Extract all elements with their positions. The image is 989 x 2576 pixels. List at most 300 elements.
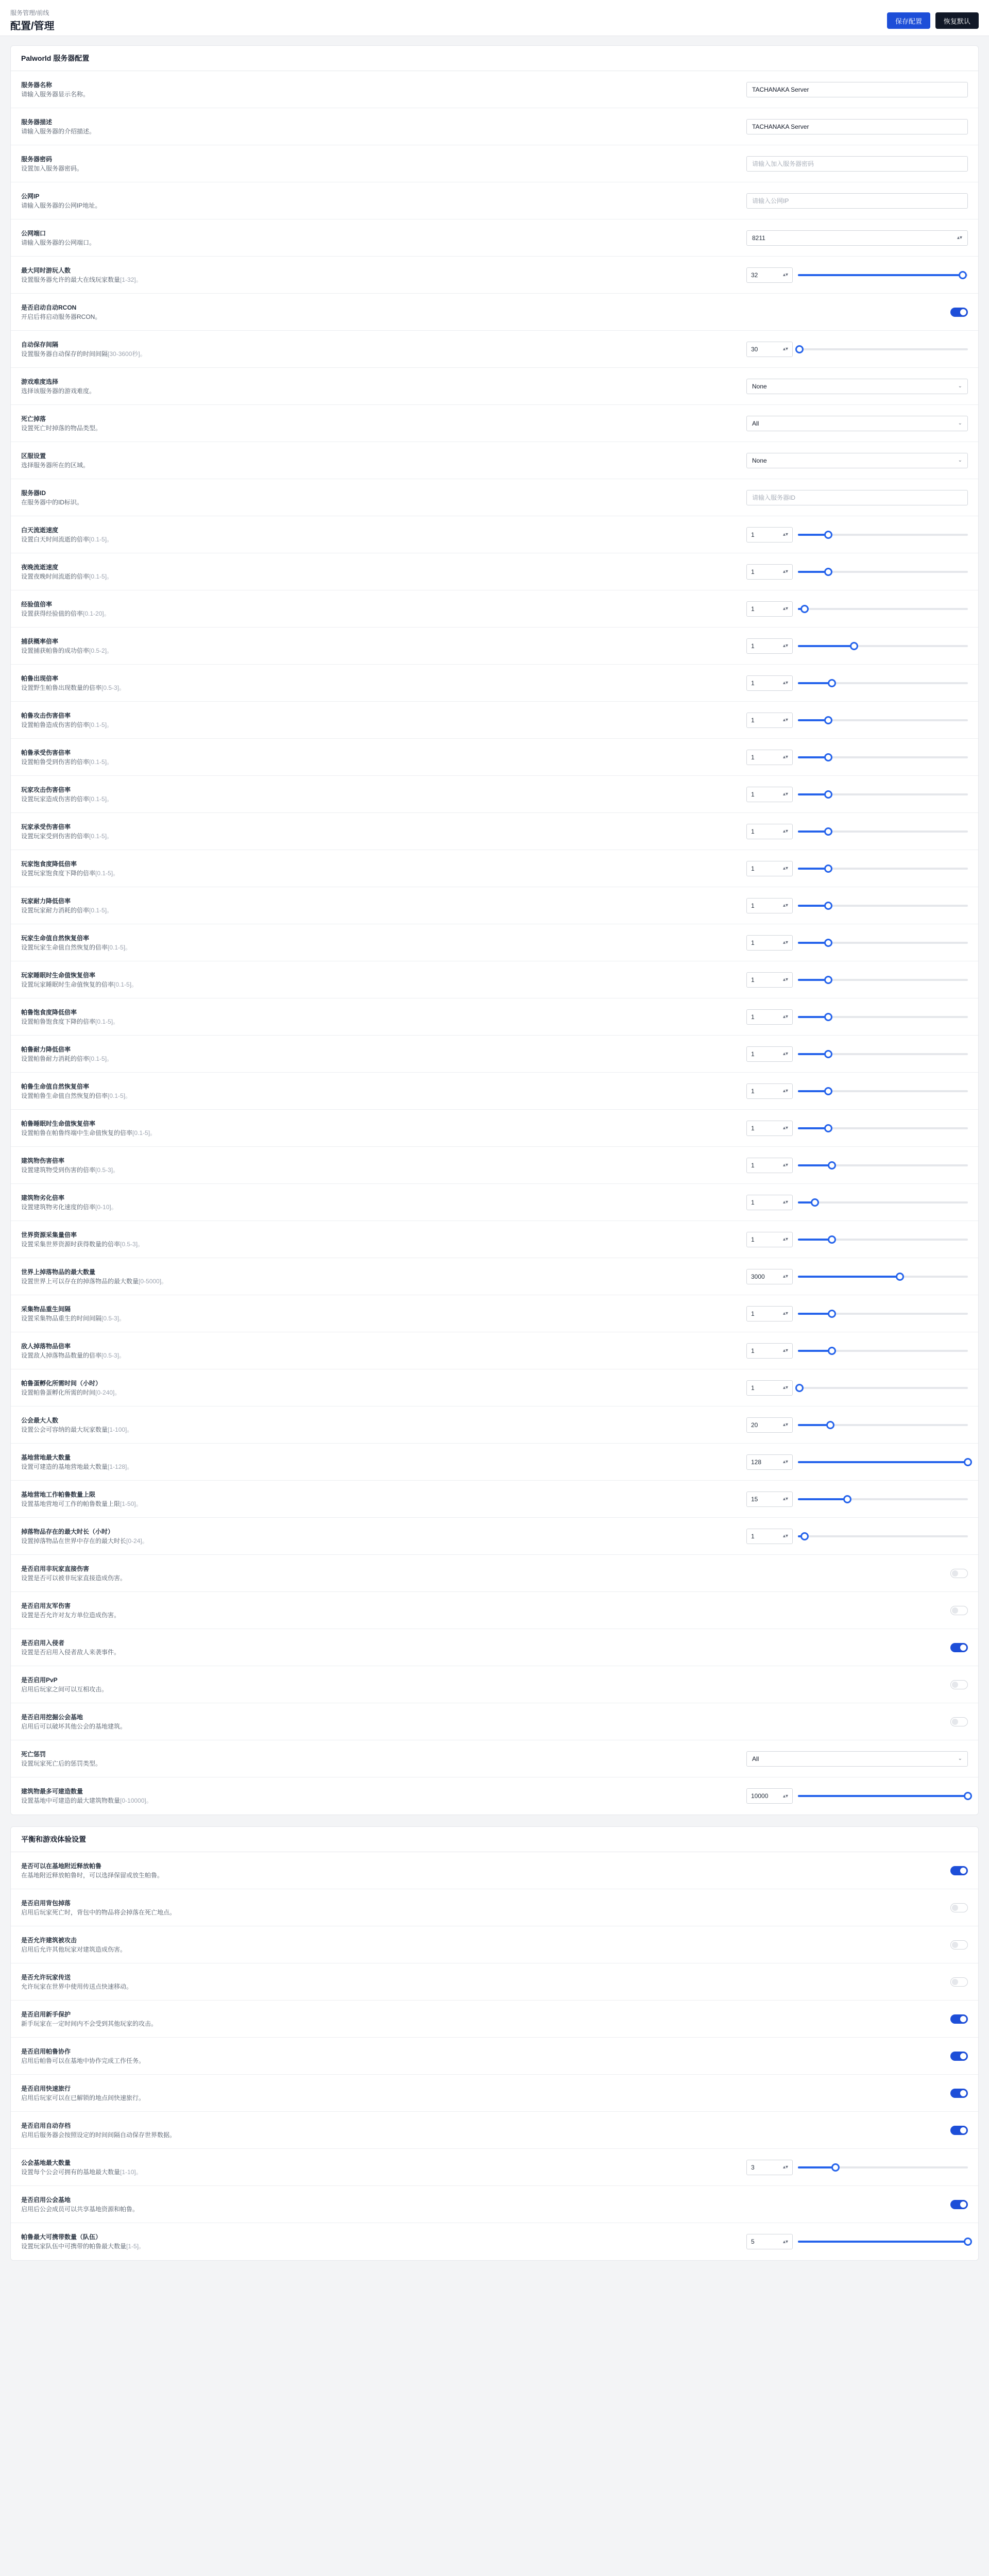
slider-handle[interactable] [824, 790, 832, 799]
slider-track[interactable] [798, 1016, 968, 1018]
setting-range-hint: [0.1-5]。 [114, 980, 138, 988]
slider-group [746, 824, 968, 839]
spinner-icon[interactable]: ▴▾ [782, 1162, 788, 1168]
spinner-icon[interactable]: ▴▾ [782, 791, 788, 797]
slider-handle[interactable] [824, 1013, 832, 1021]
setting-name: 帕鲁饱食度降低倍率 [21, 1008, 77, 1016]
setting-row [11, 1518, 978, 1555]
slider-track[interactable] [798, 1387, 968, 1389]
setting-name: 帕鲁生命值自然恢复倍率 [21, 1082, 90, 1090]
setting-row [11, 2001, 978, 2038]
setting-control [746, 230, 968, 246]
slider-track[interactable] [798, 2241, 968, 2243]
toggle-switch[interactable] [950, 1903, 968, 1912]
slider-track[interactable] [798, 1127, 968, 1129]
slider-value: 1 [751, 939, 755, 946]
slider-track[interactable] [798, 831, 968, 833]
slider-number-input[interactable] [746, 638, 793, 654]
setting-row [11, 961, 978, 998]
chevron-down-icon: ⌄ [958, 383, 962, 389]
spinner-icon[interactable]: ▴▾ [782, 1199, 788, 1205]
spinner-icon[interactable]: ▴▾ [782, 1533, 788, 1539]
slider-number-input[interactable] [746, 1158, 793, 1173]
setting-control [746, 1643, 968, 1652]
slider-handle[interactable] [828, 679, 836, 687]
slider-track[interactable] [798, 534, 968, 536]
setting-name: 建筑物劣化倍率 [21, 1194, 65, 1201]
setting-row [11, 257, 978, 294]
select-value: All [752, 1755, 759, 1762]
setting-name: 帕鲁睡眠时生命值恢复倍率 [21, 1120, 96, 1127]
slider-handle[interactable] [824, 753, 832, 761]
spinner-icon[interactable]: ▴▾ [782, 717, 788, 723]
spinner-icon[interactable]: ▴▾ [782, 606, 788, 612]
slider-track[interactable] [798, 1276, 968, 1278]
setting-row [11, 145, 978, 182]
slider-value: 10000 [751, 1792, 769, 1800]
toggle-switch[interactable] [950, 2052, 968, 2061]
slider-group [746, 2234, 968, 2249]
setting-description-text: 设置建筑物受到伤害的倍率 [21, 1166, 96, 1174]
setting-name: 是否可以在基地附近释放帕鲁 [21, 1862, 102, 1870]
spinner-icon[interactable]: ▴▾ [782, 569, 788, 574]
setting-control [746, 1606, 968, 1615]
slider-number-input[interactable] [746, 935, 793, 951]
slider-number-input[interactable] [746, 1788, 793, 1804]
setting-description [21, 238, 746, 247]
setting-description [21, 720, 746, 730]
save-config-button[interactable]: 保存配置 [887, 12, 930, 29]
setting-row [11, 1703, 978, 1740]
spinner-icon[interactable]: ▴▾ [782, 1793, 788, 1799]
setting-label-group [21, 637, 746, 655]
spinner-icon[interactable]: ▴▾ [782, 1422, 788, 1428]
setting-range-hint: [0.1-5]。 [89, 1055, 113, 1062]
setting-control [746, 972, 968, 988]
setting-label-group [21, 155, 746, 173]
select-dropdown[interactable] [746, 1751, 968, 1767]
setting-description [21, 1536, 746, 1546]
slider-track[interactable] [798, 1053, 968, 1055]
slider-track[interactable] [798, 645, 968, 647]
slider-group [746, 1788, 968, 1804]
setting-control [746, 82, 968, 97]
setting-description-text: 设置捕获帕鲁的成功倍率 [21, 647, 90, 654]
slider-handle[interactable] [824, 1124, 832, 1132]
setting-control [746, 308, 968, 317]
spinner-icon[interactable]: ▴▾ [782, 1348, 788, 1353]
slider-track[interactable] [798, 719, 968, 721]
setting-description-text: 请输入服务器显示名称。 [21, 90, 90, 98]
setting-row [11, 2112, 978, 2149]
slider-handle[interactable] [964, 1458, 972, 1466]
slider-number-input[interactable] [746, 1269, 793, 1284]
slider-value: 1 [751, 1532, 755, 1540]
slider-handle[interactable] [831, 2163, 840, 2172]
setting-description-text: 在基地附近释放帕鲁时，可以选择保留或放生帕鲁。 [21, 1871, 164, 1879]
setting-row [11, 1926, 978, 1963]
slider-handle[interactable] [828, 1347, 836, 1355]
spinner-icon[interactable]: ▴▾ [782, 346, 788, 352]
spinner-icon[interactable]: ▴▾ [782, 2164, 788, 2170]
setting-range-hint: [1-50]。 [120, 1500, 142, 1507]
slider-group [746, 1529, 968, 1544]
slider-track[interactable] [798, 1350, 968, 1352]
setting-name: 帕鲁蛋孵化所需时间（小时） [21, 1379, 102, 1387]
setting-row [11, 331, 978, 368]
slider-track[interactable] [798, 348, 968, 350]
setting-control [746, 2089, 968, 2098]
setting-range-hint: [0.5-3]。 [101, 1314, 126, 1322]
spinner-icon[interactable]: ▴▾ [782, 532, 788, 537]
setting-row [11, 1221, 978, 1258]
spinner-icon[interactable]: ▴▾ [782, 1088, 788, 1094]
spinner-icon[interactable]: ▴▾ [957, 235, 962, 241]
slider-number-input[interactable] [746, 1232, 793, 1247]
spinner-icon[interactable]: ▴▾ [782, 1125, 788, 1131]
slider-track[interactable] [798, 905, 968, 907]
slider-handle[interactable] [824, 865, 832, 873]
slider-handle[interactable] [795, 345, 804, 353]
slider-value: 1 [751, 1087, 755, 1095]
slider-track[interactable] [798, 1239, 968, 1241]
slider-track[interactable] [798, 793, 968, 795]
slider-handle[interactable] [824, 827, 832, 836]
slider-number-input[interactable] [746, 824, 793, 839]
setting-label-group [21, 377, 746, 396]
spinner-icon[interactable]: ▴▾ [782, 828, 788, 834]
toggle-switch[interactable] [950, 308, 968, 317]
setting-name: 服务器名称 [21, 81, 53, 89]
spinner-icon[interactable]: ▴▾ [782, 1311, 788, 1316]
toggle-switch[interactable] [950, 2126, 968, 2135]
setting-label-group [21, 1156, 746, 1175]
setting-name: 死亡惩罚 [21, 1750, 46, 1758]
setting-row [11, 294, 978, 331]
toggle-switch[interactable] [950, 1569, 968, 1578]
setting-description-text: 启用后帕鲁可以在基地中协作完成工作任务。 [21, 2057, 145, 2064]
setting-description-text: 设置敌人掉落物品数量的倍率 [21, 1351, 102, 1359]
slider-number-input[interactable] [746, 675, 793, 691]
setting-label-group [21, 2047, 746, 2065]
slider-handle[interactable] [964, 2238, 972, 2246]
slider-value: 5 [751, 2238, 755, 2245]
slider-track[interactable] [798, 1535, 968, 1537]
slider-group [746, 1454, 968, 1470]
slider-group [746, 713, 968, 728]
setting-description-text: 设置帕鲁受到伤害的倍率 [21, 758, 90, 766]
select-dropdown[interactable] [746, 379, 968, 394]
slider-handle[interactable] [824, 568, 832, 576]
spinner-icon[interactable]: ▴▾ [782, 2239, 788, 2245]
slider-track[interactable] [798, 1498, 968, 1500]
setting-row [11, 1444, 978, 1481]
settings-content [0, 36, 989, 2293]
setting-control [746, 1866, 968, 1875]
slider-number-input[interactable] [746, 1009, 793, 1025]
slider-handle[interactable] [896, 1273, 904, 1281]
spinner-icon[interactable]: ▴▾ [782, 272, 788, 278]
spinner-icon[interactable]: ▴▾ [782, 1459, 788, 1465]
slider-handle[interactable] [800, 1532, 809, 1540]
slider-number-input[interactable] [746, 1195, 793, 1210]
reset-default-button[interactable]: 恢复默认 [935, 12, 979, 29]
slider-track[interactable] [798, 1201, 968, 1204]
setting-label-group [21, 2084, 746, 2103]
setting-label-group [21, 1713, 746, 1731]
slider-handle[interactable] [824, 939, 832, 947]
setting-description-text: 设置服务器允许的最大在线玩家数量 [21, 276, 121, 283]
setting-control [746, 193, 968, 209]
spinner-icon[interactable]: ▴▾ [782, 680, 788, 686]
select-dropdown[interactable] [746, 416, 968, 431]
slider-track[interactable] [798, 571, 968, 573]
slider-number-input[interactable] [746, 750, 793, 765]
slider-number-input[interactable] [746, 787, 793, 802]
setting-label-group [21, 80, 746, 99]
slider-track[interactable] [798, 1795, 968, 1797]
setting-row [11, 665, 978, 702]
setting-description [21, 1128, 746, 1138]
slider-group [746, 1009, 968, 1025]
setting-description [21, 201, 746, 210]
spinner-icon[interactable]: ▴▾ [782, 1236, 788, 1242]
setting-label-group [21, 266, 746, 284]
setting-range-hint: [1-5]。 [126, 2243, 145, 2250]
setting-row [11, 1332, 978, 1369]
slider-value: 15 [751, 1495, 758, 1503]
slider-handle[interactable] [800, 605, 809, 613]
slider-number-input[interactable] [746, 527, 793, 543]
setting-row [11, 887, 978, 924]
setting-description [21, 683, 746, 692]
slider-fill [798, 1498, 847, 1500]
toggle-switch[interactable] [950, 2089, 968, 2098]
setting-control [746, 2014, 968, 2024]
slider-track[interactable] [798, 942, 968, 944]
setting-row [11, 1258, 978, 1295]
slider-track[interactable] [798, 1090, 968, 1092]
slider-number-input[interactable] [746, 861, 793, 876]
slider-number-input[interactable] [746, 2234, 793, 2249]
select-dropdown[interactable] [746, 453, 968, 468]
slider-track[interactable] [798, 979, 968, 981]
setting-row [11, 1147, 978, 1184]
slider-number-input[interactable] [746, 1121, 793, 1136]
spinner-icon[interactable]: ▴▾ [782, 977, 788, 982]
setting-row [11, 739, 978, 776]
setting-control [746, 490, 968, 505]
spinner-icon[interactable]: ▴▾ [782, 754, 788, 760]
slider-number-input[interactable] [746, 898, 793, 913]
toggle-switch[interactable] [950, 1940, 968, 1950]
setting-control [746, 416, 968, 431]
setting-description-text: 设置帕鲁饱食度下降的倍率 [21, 1018, 96, 1025]
setting-description [21, 906, 746, 915]
spinner-icon[interactable]: ▴▾ [782, 643, 788, 649]
text-input[interactable] [746, 82, 968, 97]
setting-description [21, 1388, 746, 1397]
text-input[interactable] [746, 193, 968, 209]
setting-name: 是否启用公会基地 [21, 2196, 71, 2204]
setting-control [746, 267, 968, 283]
slider-track[interactable] [798, 1461, 968, 1463]
slider-track[interactable] [798, 756, 968, 758]
text-input[interactable] [746, 119, 968, 134]
setting-row [11, 442, 978, 479]
setting-description [21, 275, 746, 284]
number-input[interactable] [746, 230, 968, 246]
toggle-switch[interactable] [950, 2200, 968, 2209]
slider-number-input[interactable] [746, 1380, 793, 1396]
slider-handle[interactable] [795, 1384, 804, 1392]
slider-fill [798, 1350, 832, 1352]
setting-label-group [21, 563, 746, 581]
toggle-switch[interactable] [950, 1717, 968, 1726]
slider-handle[interactable] [964, 1792, 972, 1800]
slider-number-input[interactable] [746, 972, 793, 988]
slider-number-input[interactable] [746, 564, 793, 580]
slider-track[interactable] [798, 1424, 968, 1426]
spinner-icon[interactable]: ▴▾ [782, 1496, 788, 1502]
slider-number-input[interactable] [746, 601, 793, 617]
setting-row [11, 850, 978, 887]
slider-group [746, 342, 968, 357]
toggle-switch[interactable] [950, 1680, 968, 1689]
slider-track[interactable] [798, 2166, 968, 2168]
setting-description-text: 设置每个公会可拥有的基地最大数量 [21, 2168, 121, 2176]
setting-range-hint: [0.1-5]。 [89, 572, 113, 580]
slider-number-input[interactable] [746, 2160, 793, 2175]
slider-number-input[interactable] [746, 1306, 793, 1321]
slider-number-input[interactable] [746, 1343, 793, 1359]
slider-track[interactable] [798, 868, 968, 870]
slider-track[interactable] [798, 1164, 968, 1166]
slider-number-input[interactable] [746, 1046, 793, 1062]
slider-handle[interactable] [843, 1495, 851, 1503]
setting-description [21, 2093, 746, 2103]
setting-control [746, 2052, 968, 2061]
slider-handle[interactable] [824, 1087, 832, 1095]
toggle-knob [960, 2127, 966, 2133]
slider-handle[interactable] [828, 1310, 836, 1318]
slider-number-input[interactable] [746, 1417, 793, 1433]
toggle-switch[interactable] [950, 1866, 968, 1875]
slider-value: 20 [751, 1421, 758, 1429]
slider-number-input[interactable] [746, 342, 793, 357]
setting-label-group [21, 600, 746, 618]
slider-number-input[interactable] [746, 1492, 793, 1507]
slider-number-input[interactable] [746, 1083, 793, 1099]
slider-number-input[interactable] [746, 1529, 793, 1544]
setting-description [21, 1945, 746, 1954]
setting-description-text: 启用后玩家死亡时，背包中的物品将会掉落在死亡地点。 [21, 1908, 176, 1916]
slider-value: 1 [751, 1161, 755, 1169]
spinner-icon[interactable]: ▴▾ [782, 903, 788, 908]
setting-label-group [21, 674, 746, 692]
setting-name: 是否启用挖掘公会基地 [21, 1713, 83, 1721]
slider-handle[interactable] [824, 902, 832, 910]
breadcrumb: 服务管理/前线 [10, 9, 49, 16]
spinner-icon[interactable]: ▴▾ [782, 940, 788, 945]
slider-handle[interactable] [824, 976, 832, 984]
slider-value: 1 [751, 1124, 755, 1132]
setting-description-text: 设置建筑物劣化速度的倍率 [21, 1203, 96, 1211]
setting-label-group [21, 934, 746, 952]
slider-number-input[interactable] [746, 267, 793, 283]
slider-number-input[interactable] [746, 1454, 793, 1470]
slider-value: 1 [751, 976, 755, 984]
slider-group [746, 1083, 968, 1099]
spinner-icon[interactable]: ▴▾ [782, 1274, 788, 1279]
slider-handle[interactable] [824, 716, 832, 724]
slider-handle[interactable] [811, 1198, 819, 1207]
setting-description [21, 794, 746, 804]
slider-fill [798, 1164, 832, 1166]
slider-track[interactable] [798, 608, 968, 610]
setting-row [11, 813, 978, 850]
toggle-switch[interactable] [950, 1643, 968, 1652]
setting-description-text: 启用后玩家可以在已解锁的地点间快速旅行。 [21, 2094, 145, 2102]
setting-label-group [21, 340, 746, 359]
setting-control [746, 1417, 968, 1433]
setting-row [11, 1592, 978, 1629]
setting-range-hint: [0.1-5]。 [108, 1092, 132, 1099]
slider-track[interactable] [798, 274, 968, 276]
setting-range-hint: [0.1-5]。 [89, 832, 113, 840]
slider-handle[interactable] [850, 642, 858, 650]
setting-description-text: 设置玩家受到伤害的倍率 [21, 832, 90, 840]
slider-track[interactable] [798, 1313, 968, 1315]
spinner-icon[interactable]: ▴▾ [782, 1051, 788, 1057]
toggle-switch[interactable] [950, 1977, 968, 1987]
slider-handle[interactable] [828, 1161, 836, 1170]
setting-name: 最大同时游玩人数 [21, 266, 71, 274]
setting-description [21, 312, 746, 321]
setting-name: 玩家饱食度降低倍率 [21, 860, 77, 868]
slider-handle[interactable] [824, 531, 832, 539]
slider-handle[interactable] [959, 271, 967, 279]
slider-handle[interactable] [828, 1235, 836, 1244]
slider-handle[interactable] [826, 1421, 834, 1429]
spinner-icon[interactable]: ▴▾ [782, 1385, 788, 1391]
setting-name: 是否启用帕鲁协作 [21, 2047, 71, 2055]
slider-value: 1 [751, 902, 755, 909]
setting-description [21, 609, 746, 618]
setting-description [21, 2130, 746, 2140]
setting-description [21, 1796, 746, 1805]
spinner-icon[interactable]: ▴▾ [782, 1014, 788, 1020]
setting-name: 捕获概率倍率 [21, 637, 59, 645]
toggle-switch[interactable] [950, 2014, 968, 2024]
text-input[interactable] [746, 156, 968, 172]
setting-label-group [21, 1861, 746, 1880]
setting-label-group [21, 1750, 746, 1768]
slider-track[interactable] [798, 682, 968, 684]
slider-handle[interactable] [824, 1050, 832, 1058]
slider-fill [798, 645, 854, 647]
setting-description [21, 1277, 746, 1286]
spinner-icon[interactable]: ▴▾ [782, 866, 788, 871]
setting-label-group [21, 859, 746, 878]
slider-group [746, 1232, 968, 1247]
slider-value: 1 [751, 642, 755, 650]
setting-name: 经验值倍率 [21, 600, 53, 608]
toggle-switch[interactable] [950, 1606, 968, 1615]
text-input[interactable] [746, 490, 968, 505]
setting-row [11, 1963, 978, 2001]
slider-number-input[interactable] [746, 713, 793, 728]
